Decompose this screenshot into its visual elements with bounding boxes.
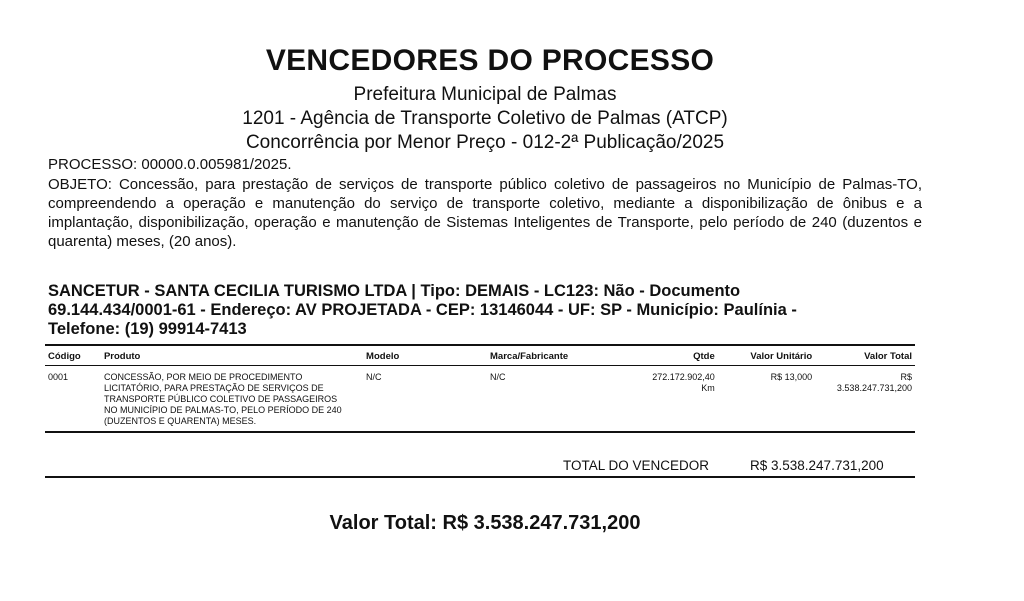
vendor-line-2: 69.144.434/0001-61 - Endereço: AV PROJETADA - CEP: 13146044 - UF: SP - Município: Paulínia -: [48, 301, 797, 319]
page-title: VENCEDORES DO PROCESSO: [265, 44, 715, 77]
vendor-info: [48, 282, 928, 339]
cell-codigo: 0001: [45, 366, 101, 433]
total-vencedor-label: TOTAL DO VENCEDOR: [563, 458, 710, 473]
header-produto: Produto: [101, 345, 363, 366]
grand-total: Valor Total: R$ 3.538.247.731,200: [329, 512, 641, 534]
items-table: [45, 344, 915, 433]
header-qtde: Qtde: [607, 345, 718, 366]
objeto-text: OBJETO: Concessão, para prestação de serviços de transporte público coletivo de passageiros no Município de Palmas-TO, compreendendo a operação e manutenção do serviço de transporte coletivo, mediante a disponibilização de ônibus e a implantação, disponibilização, operação e manutenção de Sistemas Inteligentes de Transporte, pelo período de 240 (duzentos e quarenta) meses, (20 anos).: [48, 176, 922, 250]
cell-valor-unitario: R$ 13,000: [718, 366, 815, 433]
cell-modelo: N/C: [363, 366, 487, 433]
produto-description: CONCESSÃO, POR MEIO DE PROCEDIMENTO LICITATÓRIO, PARA PRESTAÇÃO DE SERVIÇOS DE TRANSPORTE PÚBLICO COLETIVO DE PASSAGEIROS NO MUNICÍPIO DE PALMAS-TO, PELO PERÍODO DE 240 (DUZENTOS E QUARENTA) MESES.: [103, 372, 342, 426]
agency-name: 1201 - Agência de Transporte Coletivo de Palmas (ATCP): [242, 108, 728, 129]
cell-marca: N/C: [487, 366, 607, 433]
table-header-row: [45, 345, 915, 366]
qtde-value: 272.172.902,40: [652, 372, 715, 382]
valor-total-amount: 3.538.247.731,200: [836, 383, 912, 393]
qtde-unit: Km: [701, 383, 715, 393]
total-vencedor-value: R$ 3.538.247.731,200: [750, 458, 884, 473]
prefeitura-name: Prefeitura Municipal de Palmas: [353, 84, 617, 105]
total-vencedor-row: [45, 458, 915, 478]
concorrencia-line: Concorrência por Menor Preço - 012-2ª Publicação/2025: [245, 132, 725, 153]
vendor-line-1: SANCETUR - SANTA CECILIA TURISMO LTDA | Tipo: DEMAIS - LC123: Não - Documento: [48, 282, 741, 300]
cell-produto: [101, 366, 363, 433]
cell-valor-total: [815, 366, 915, 433]
table-row: [45, 366, 915, 433]
vendor-line-3: Telefone: (19) 99914-7413: [48, 320, 247, 338]
header-codigo: Código: [45, 345, 101, 366]
valor-total-currency: R$: [900, 372, 912, 382]
header-valor-unitario: Valor Unitário: [718, 345, 815, 366]
header-valor-total: Valor Total: [815, 345, 915, 366]
processo-number: PROCESSO: 00000.0.005981/2025.: [48, 156, 292, 173]
header-marca: Marca/Fabricante: [487, 345, 607, 366]
header-modelo: Modelo: [363, 345, 487, 366]
cell-qtde: [607, 366, 718, 433]
